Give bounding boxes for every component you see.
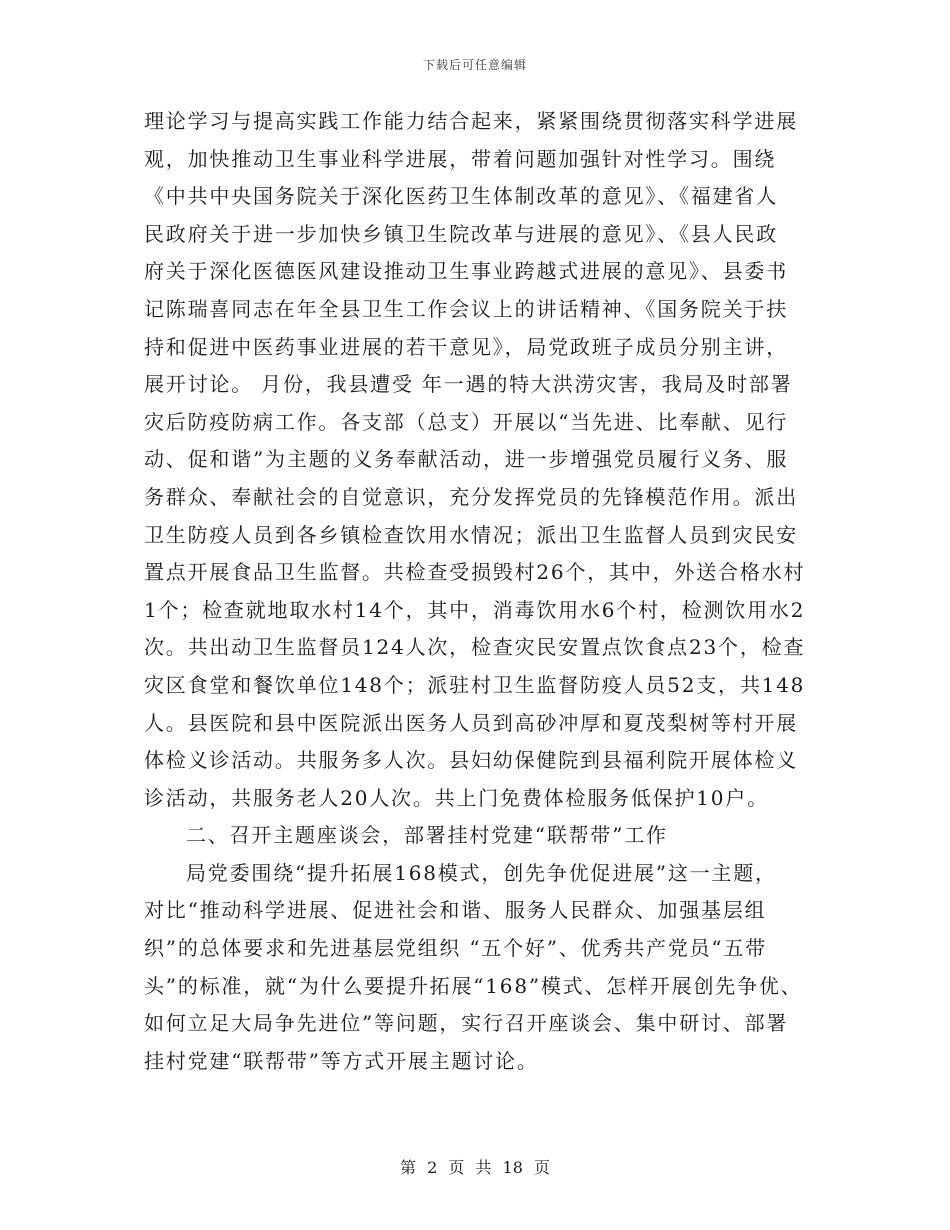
text-line: 灾区食堂和餐饮单位148个；派驻村卫生监督防疫人员52支，共148: [144, 672, 806, 697]
section-heading: 二、召开主题座谈会，部署挂村党建“联帮带”工作: [186, 823, 668, 848]
text-line: 次。共出动卫生监督员124人次，检查灾民安置点饮食点23个，检查: [144, 635, 806, 660]
text-line: 如何立足大局争先进位”等问题，实行召开座谈会、集中研讨、部署: [144, 1011, 789, 1036]
document-body: [144, 103, 824, 1080]
text-line: 局党委围绕“提升拓展168模式，创先争优促进展”这一主题，: [186, 860, 777, 885]
text-line: 府关于深化医德医风建设推动卫生事业跨越式进展的意见》、县委书: [144, 259, 788, 284]
text-line: 务群众、奉献社会的自觉意识，充分发挥党员的先锋模范作用。派出: [144, 484, 798, 509]
text-line: 卫生防疫人员到各乡镇检查饮用水情况；派出卫生监督人员到灾民安: [144, 522, 798, 547]
text-line: 动、促和谐”为主题的义务奉献活动，进一步增强党员履行义务、服: [144, 447, 789, 472]
text-line: 展开讨论。 月份，我县遭受 年一遇的特大洪涝灾害，我局及时部署: [144, 372, 793, 397]
text-line: 挂村党建“联帮带”等方式开展主题讨论。: [144, 1048, 539, 1073]
text-line: 1个；检查就地取水村14个，其中，消毒饮用水6个村，检测饮用水2: [144, 597, 806, 622]
text-line: 观，加快推动卫生事业科学进展，带着问题加强针对性学习。围绕: [144, 146, 777, 171]
text-line: 《中共中央国务院关于深化医药卫生体制改革的意见》、《福建省人: [144, 184, 778, 209]
text-line: 诊活动，共服务老人20人次。共上门免费体检服务低保护10户。: [144, 785, 769, 810]
text-line: 置点开展食品卫生监督。共检查受损毁村26个，其中，外送合格水村: [144, 560, 806, 585]
text-line: 织”的总体要求和先进基层党组织 “五个好”、优秀共产党员“五带: [144, 936, 768, 961]
text-line: 对比“推动科学进展、促进社会和谐、服务人民群众、加强基层组: [144, 898, 767, 923]
text-line: 人。县医院和县中医院派出医务人员到高砂冲厚和夏茂梨树等村开展: [144, 710, 798, 735]
text-line: 民政府关于进一步加快乡镇卫生院改革与进展的意见》、《县人民政: [144, 221, 778, 246]
text-line: 体检义诊活动。共服务多人次。县妇幼保健院到县福利院开展体检义: [144, 748, 798, 773]
text-line: 记陈瑞喜同志在年全县卫生工作会议上的讲话精神、《国务院关于扶: [144, 296, 788, 321]
text-line: 理论学习与提高实践工作能力结合起来，紧紧围绕贯彻落实科学进展: [144, 109, 798, 133]
page-header-note: 下载后可任意编辑: [422, 58, 527, 72]
page-number: 第 2 页 共 18 页: [400, 1158, 550, 1177]
text-line: 持和促进中医药事业进展的若干意见》，局党政班子成员分别主讲，: [144, 334, 788, 359]
text-line: 头”的标准，就“为什么要提升拓展“168”模式、怎样开展创先争优、: [144, 973, 803, 998]
text-line: 灾后防疫防病工作。各支部（总支）开展以“当先进、比奉献、见行: [144, 409, 789, 434]
